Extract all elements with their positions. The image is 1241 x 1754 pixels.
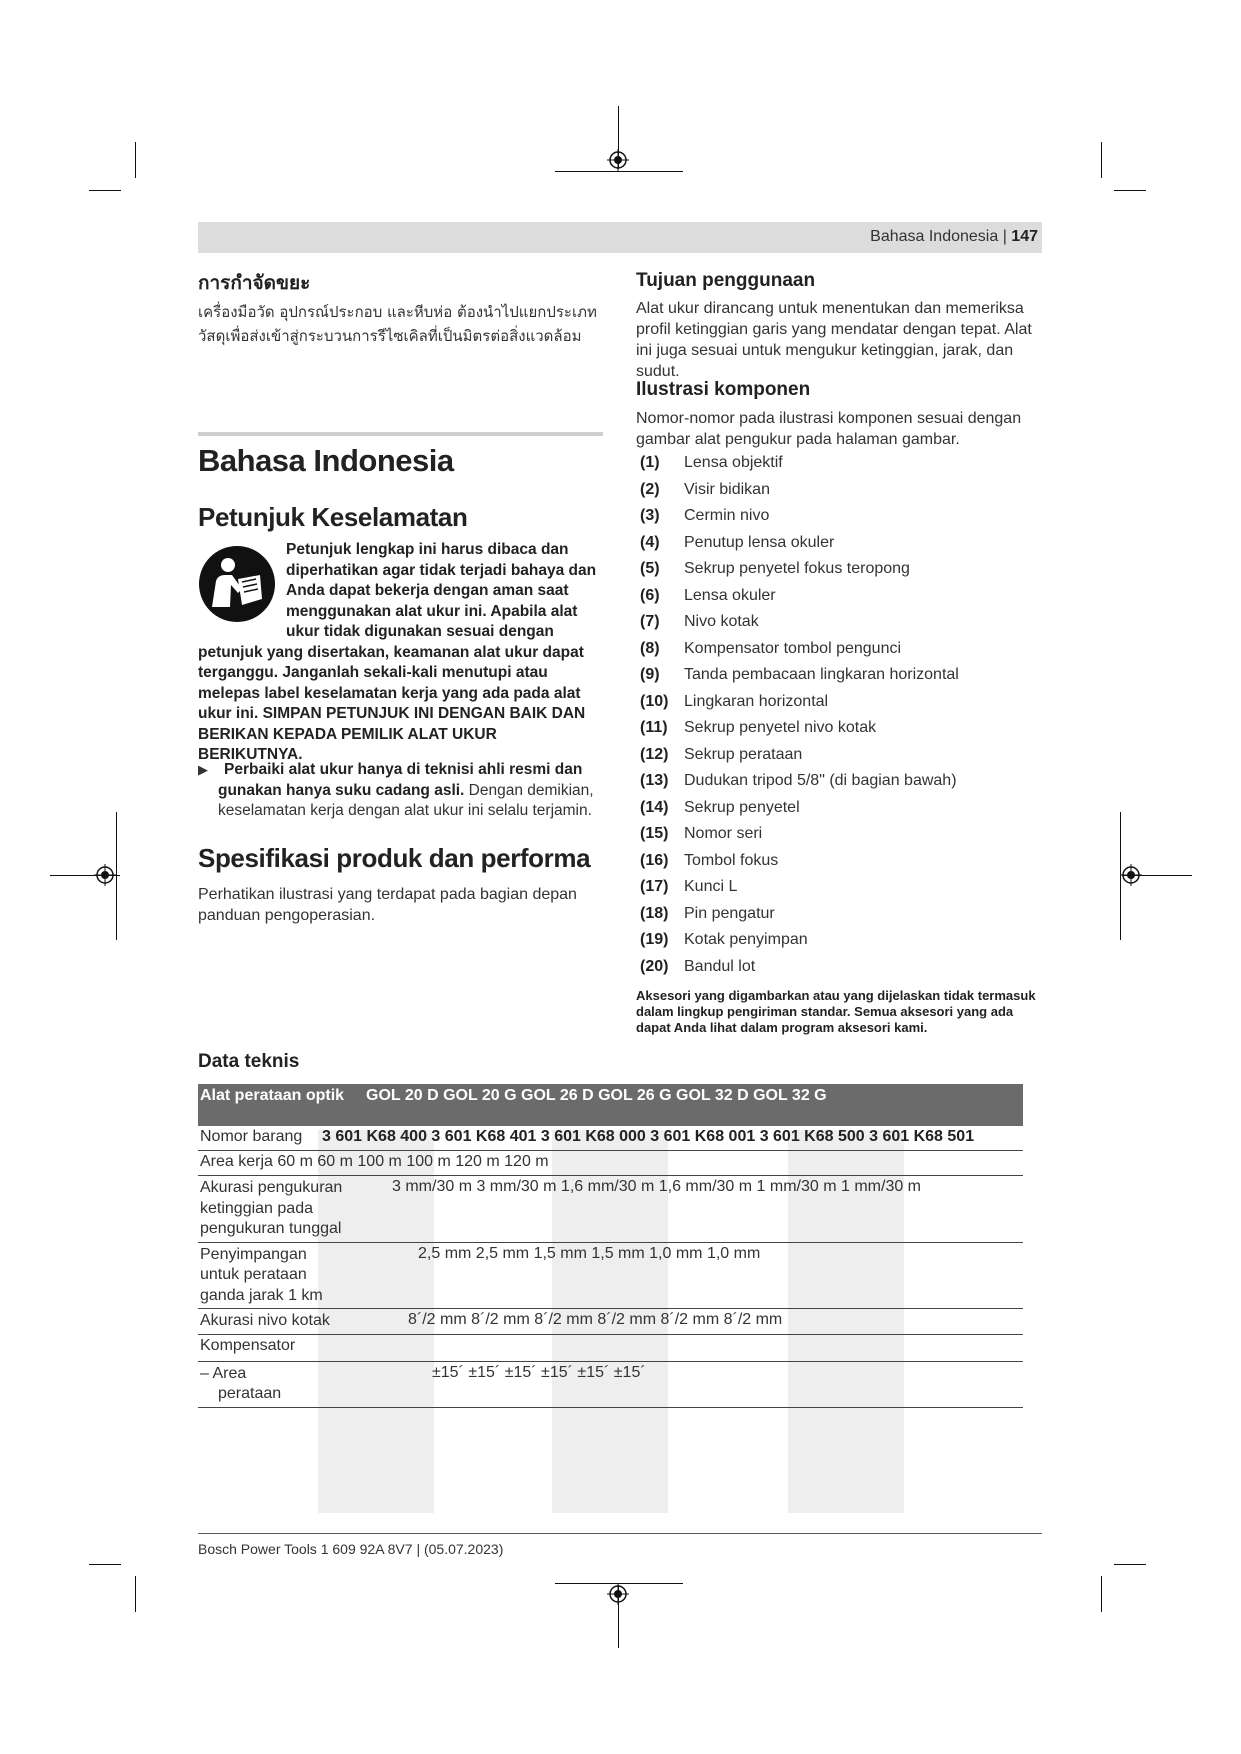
safety-warning-block bbox=[198, 540, 603, 766]
safety-bullet bbox=[198, 760, 603, 822]
tech-data-title: Data teknis bbox=[198, 1051, 300, 1072]
table-row: Akurasi nivo kotak 8´/2 mm 8´/2 mm 8´/2 mm 8´/2 mm 8´/2 mm 8´/2 mm bbox=[198, 1309, 1023, 1335]
table-header-models: GOL 20 D GOL 20 G GOL 26 D GOL 26 G GOL 32 D GOL 32 G bbox=[352, 1084, 1023, 1126]
components-list bbox=[636, 450, 1046, 980]
list-item: (7) Nivo kotak bbox=[640, 613, 759, 631]
footer-rule bbox=[198, 1533, 1042, 1534]
list-item: (6) Lensa okuler bbox=[640, 586, 776, 604]
specs-title: Spesifikasi produk dan performa bbox=[198, 843, 591, 873]
list-item: (1) Lensa objektif bbox=[640, 454, 783, 472]
list-item: (5) Sekrup penyetel fokus teropong bbox=[640, 560, 910, 578]
header-separator: | bbox=[998, 228, 1012, 245]
table-row: Kompensator bbox=[198, 1334, 1023, 1361]
safety-title: Petunjuk Keselamatan bbox=[198, 502, 468, 532]
list-item: (11) Sekrup penyetel nivo kotak bbox=[640, 719, 877, 737]
thai-section-title: การกำจัดขยะ bbox=[198, 273, 311, 294]
purpose-text: Alat ukur dirancang untuk menentukan dan memeriksa profil ketinggian garis yang mendatar dengan tepat. Alat ini juga sesuai untuk mengukur ketinggian, jarak, dan sudut. bbox=[636, 300, 1032, 380]
main-title: Bahasa Indonesia bbox=[198, 443, 454, 478]
page-footer: Bosch Power Tools 1 609 92A 8V7 | (05.07.2023) bbox=[198, 1541, 504, 1557]
list-item: (9) Tanda pembacaan lingkaran horizontal bbox=[640, 666, 959, 684]
table-row: Akurasi pengukuran ketinggian pada pengukuran tunggal 3 mm/30 m 3 mm/30 m 1,6 mm/30 m 1,6 mm/30 m 1 mm/30 m 1 mm/30 m bbox=[198, 1176, 1023, 1243]
list-item: (4) Penutup lensa okuler bbox=[640, 533, 835, 551]
purpose-title: Tujuan penggunaan bbox=[636, 270, 816, 291]
list-item: (18) Pin pengatur bbox=[640, 904, 775, 922]
safety-bullet-bold: Perbaiki alat ukur hanya di teknisi ahli resmi dan gunakan hanya suku cadang asli. bbox=[218, 761, 583, 799]
list-item: (10) Lingkaran horizontal bbox=[640, 692, 829, 710]
list-item: (13) Dudukan tripod 5/8" (di bagian bawah) bbox=[640, 772, 957, 790]
list-item: (19) Kotak penyimpan bbox=[640, 931, 808, 949]
safety-bullet-normal: Dengan demikian, keselamatan kerja dengan alat ukur ini selalu terjamin. bbox=[218, 781, 594, 819]
list-item: (16) Tombol fokus bbox=[640, 851, 779, 869]
header-language: Bahasa Indonesia bbox=[870, 228, 999, 245]
components-intro: Nomor-nomor pada ilustrasi komponen sesuai dengan gambar alat pengukur pada halaman gambar. bbox=[636, 410, 1022, 448]
specs-text: Perhatikan ilustrasi yang terdapat pada bagian depan panduan pengoperasian. bbox=[198, 886, 577, 924]
table-row: – Area perataan ±15´ ±15´ ±15´ ±15´ ±15´ ±15´ bbox=[198, 1361, 1023, 1407]
bullet-arrow-icon: ▶ bbox=[198, 762, 208, 777]
safety-warning-text: Petunjuk lengkap ini harus dibaca dan diperhatikan agar tidak terjadi bahaya dan Anda dapat bekerja dengan aman saat menggunakan alat ukur ini. Apabila alat ukur tidak digunakan sesuai dengan petunjuk yang disertakan, keamanan alat ukur dapat terganggu. Janganlah sekali-kali menutupi atau melepas label keselamatan kerja yang ada pada alat ukur ini. SIMPAN PETUNJUK INI DENGAN BAIK DAN BERIKAN KEPADA PEMILIK ALAT UKUR BERIKUTNYA. bbox=[198, 541, 597, 763]
page-header bbox=[870, 228, 1038, 246]
thai-section-text: เครื่องมือวัด อุปกรณ์ประกอบ และหีบห่อ ต้องนำไปแยกประเภทวัสดุเพื่อส่งเข้าสู่กระบวนการรีไซเคิลที่เป็นมิตรต่อสิ่งแวดล้อม bbox=[198, 303, 597, 345]
table-row: Area kerja 60 m 60 m 100 m 100 m 120 m 120 m bbox=[198, 1151, 1023, 1176]
list-item: (15) Nomor seri bbox=[640, 825, 763, 843]
list-item: (17) Kunci L bbox=[640, 878, 738, 896]
table-row: Penyimpangan untuk perataan ganda jarak 1 km 2,5 mm 2,5 mm 1,5 mm 1,5 mm 1,0 mm 1,0 mm bbox=[198, 1242, 1023, 1309]
page-number: 147 bbox=[1011, 228, 1038, 245]
components-title: Ilustrasi komponen bbox=[636, 379, 811, 400]
registration-mark-icon bbox=[94, 864, 116, 886]
section-divider bbox=[198, 432, 603, 436]
tech-data-table bbox=[198, 1084, 1023, 1408]
list-item: (3) Cermin nivo bbox=[640, 507, 770, 525]
table-header-row bbox=[198, 1084, 1023, 1126]
table-row: Nomor barang 3 601 K68 400 3 601 K68 401 3 601 K68 000 3 601 K68 001 3 601 K68 500 3 601 K68 501 bbox=[198, 1126, 1023, 1151]
registration-mark-icon bbox=[1120, 864, 1142, 886]
list-item: (12) Sekrup perataan bbox=[640, 745, 803, 763]
list-item: (14) Sekrup penyetel bbox=[640, 798, 800, 816]
accessories-note: Aksesori yang digambarkan atau yang dijelaskan tidak termasuk dalam lingkup pengiriman standar. Semua aksesori yang ada dapat Anda lihat dalam program aksesori kami. bbox=[636, 988, 1036, 1035]
list-item: (2) Visir bidikan bbox=[640, 480, 770, 498]
list-item: (8) Kompensator tombol pengunci bbox=[640, 639, 902, 657]
table-header-label: Alat perataan optik bbox=[198, 1084, 352, 1126]
registration-mark-icon bbox=[607, 1583, 629, 1605]
list-item: (20) Bandul lot bbox=[640, 957, 756, 975]
registration-mark-icon bbox=[607, 149, 629, 171]
